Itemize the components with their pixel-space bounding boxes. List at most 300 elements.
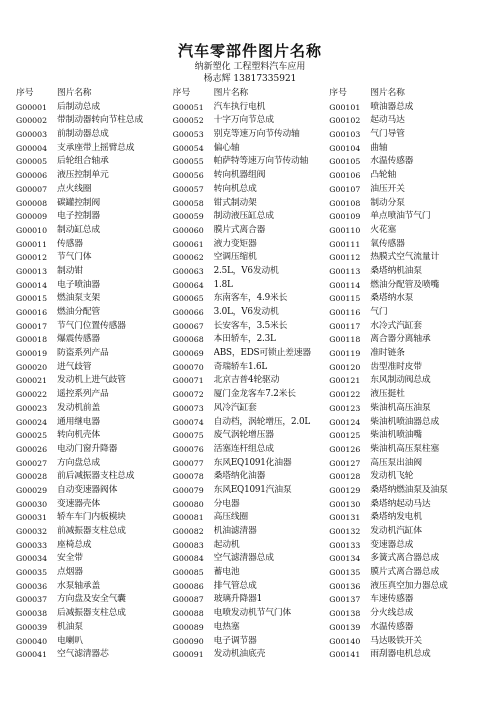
part-name: 玻璃升降器1	[213, 594, 263, 605]
part-name: 起动机	[213, 539, 240, 550]
list-item	[16, 197, 173, 211]
part-name: 点火线圈	[57, 183, 92, 194]
part-code: G00060	[172, 225, 204, 235]
part-name: 前制动器总成	[57, 129, 109, 140]
list-item	[329, 279, 486, 293]
part-name: 燃油分配管	[57, 307, 100, 317]
part-name: 节气门位置传感器	[57, 320, 126, 331]
part-name: 液压真空加力器总成	[370, 580, 448, 591]
list-item	[329, 511, 486, 525]
list-item	[173, 183, 330, 197]
list-item	[329, 470, 486, 484]
part-name: 马达吸铁开关	[370, 635, 422, 646]
list-item	[16, 292, 173, 306]
part-name: 柴油机高压油泵	[370, 402, 431, 413]
part-name: 水泵轴承盖	[57, 580, 100, 591]
part-name: 水温传感器	[370, 621, 414, 632]
list-item	[16, 155, 173, 169]
part-code: G00091	[172, 650, 204, 660]
part-name: 水温传感器	[370, 156, 414, 167]
list-item	[329, 155, 486, 169]
part-code: G00107	[329, 184, 361, 194]
part-code: G00139	[329, 622, 361, 632]
part-name: 电子喷油器	[57, 279, 100, 290]
list-item	[16, 142, 173, 156]
part-name: 桑塔纳水泵	[370, 293, 414, 304]
list-item	[329, 566, 486, 580]
part-code: G00069	[172, 349, 204, 359]
list-item	[173, 416, 330, 430]
list-item	[329, 361, 486, 375]
part-code: G00082	[172, 527, 204, 536]
part-code: G00036	[16, 581, 48, 591]
part-code: G00079	[172, 485, 204, 495]
part-name: 通用继电器	[57, 416, 100, 427]
part-name: 奇瑞轿车1.6L	[213, 361, 268, 372]
part-name: 空气滤清器总成	[213, 553, 274, 564]
part-code: G00015	[16, 294, 48, 304]
part-name: 汽车执行电机	[213, 101, 266, 112]
part-code: G00065	[172, 294, 204, 304]
part-name: 燃油泵支架	[57, 293, 100, 304]
part-code: G00076	[172, 444, 204, 454]
parts-column-3	[329, 87, 486, 662]
part-name: 东风EQ1091化油器	[213, 457, 292, 468]
list-item	[329, 648, 486, 662]
part-name: 点烟器	[57, 567, 83, 578]
part-code: G00089	[172, 622, 204, 632]
part-name: 起动马达	[370, 115, 405, 126]
part-code: G00122	[329, 390, 361, 400]
part-code: G00077	[172, 458, 204, 468]
part-code: G00081	[172, 513, 204, 523]
part-name: 高压泵出油阀	[370, 457, 422, 468]
list-item	[329, 416, 486, 430]
part-code: G00078	[172, 472, 204, 482]
list-item	[173, 128, 330, 142]
list-item	[173, 607, 330, 621]
list-item	[173, 320, 330, 334]
part-name: 活塞连杆组总成	[213, 443, 274, 454]
part-code: G00117	[329, 321, 361, 331]
list-item	[16, 457, 173, 471]
list-item	[173, 347, 330, 361]
list-item	[173, 443, 330, 457]
list-item	[329, 128, 486, 142]
part-name: 排气管总成	[213, 580, 257, 591]
part-code: G00002	[16, 116, 48, 126]
list-item	[173, 224, 330, 238]
list-item	[173, 210, 330, 224]
part-name: 车速传感器	[370, 594, 414, 605]
parts-column-2	[173, 87, 330, 662]
part-code: G00028	[16, 472, 48, 482]
list-item	[329, 142, 486, 156]
list-item	[329, 169, 486, 183]
part-code: G00132	[329, 527, 361, 536]
column-header	[329, 87, 486, 101]
list-item	[16, 128, 173, 142]
part-name: 爆震传感器	[57, 334, 100, 345]
part-code: G00128	[329, 472, 361, 482]
list-item	[329, 374, 486, 388]
part-code: G00022	[16, 390, 48, 400]
part-code: G00057	[172, 184, 204, 194]
list-item	[16, 539, 173, 553]
part-code: G00104	[329, 143, 361, 153]
part-code: G00073	[172, 403, 204, 413]
part-name: 座椅总成	[57, 539, 92, 550]
list-item	[329, 580, 486, 594]
part-name: 柴油机喷油嘴	[370, 430, 422, 441]
part-code: G00067	[172, 321, 204, 331]
part-code: G00019	[16, 349, 48, 359]
part-name: 2.5L，V6发动机	[213, 265, 279, 276]
list-item	[173, 388, 330, 402]
part-code: G00029	[16, 485, 48, 495]
part-code: G00037	[16, 595, 48, 605]
part-name: 火花塞	[370, 224, 397, 235]
list-item	[329, 621, 486, 635]
part-name: 碳罐控制阀	[57, 197, 100, 208]
part-name: 电喇叭	[57, 635, 83, 646]
part-name: 制动分泵	[370, 197, 405, 208]
list-item	[329, 552, 486, 566]
part-name: 齿型准时皮带	[370, 361, 422, 372]
list-item	[173, 169, 330, 183]
part-code: G00064	[172, 280, 204, 290]
part-name: 1.8L	[213, 279, 233, 290]
part-name: 支承座带上摇臂总成	[57, 142, 135, 153]
part-name: 桑塔纳燃油泵及油泵	[370, 484, 448, 495]
part-code: G00062	[172, 253, 204, 263]
part-code: G00126	[329, 444, 361, 454]
part-name: 进气歧管	[57, 361, 92, 372]
part-code: G00061	[172, 239, 204, 249]
part-name: 十字万向节总成	[213, 115, 274, 126]
part-code: G00031	[16, 513, 48, 523]
part-code: G00020	[16, 362, 48, 372]
part-name: 别克等速万向节传动轴	[213, 129, 300, 140]
part-name: 单点喷油节气门	[370, 211, 431, 222]
parts-list	[16, 87, 486, 662]
part-code: G00085	[172, 568, 204, 578]
part-code: G00111	[329, 239, 361, 249]
list-item	[173, 155, 330, 169]
part-code: G00005	[16, 157, 48, 167]
list-item	[173, 142, 330, 156]
list-item	[173, 251, 330, 265]
part-name: 风冷汽缸套	[213, 402, 257, 413]
part-code: G00141	[329, 650, 361, 660]
part-code: G00053	[172, 130, 204, 140]
part-name: 氧传感器	[370, 238, 405, 249]
list-item	[16, 306, 173, 320]
list-item	[16, 402, 173, 416]
list-item	[329, 429, 486, 443]
part-code: G00074	[172, 417, 204, 427]
list-item	[16, 320, 173, 334]
part-code: G00075	[172, 431, 204, 441]
part-name: 转向机壳体	[57, 430, 100, 441]
part-code: G00040	[16, 636, 48, 646]
list-item	[329, 607, 486, 621]
part-code: G00121	[329, 376, 361, 386]
part-code: G00070	[172, 362, 204, 372]
part-name: 自动变速器阀体	[57, 484, 118, 495]
list-item	[16, 251, 173, 265]
part-name: 制动钳	[57, 265, 83, 276]
header-name: 图片名称	[213, 88, 249, 98]
part-name: 电动门窗升降器	[57, 443, 118, 454]
part-code: G00025	[16, 431, 48, 441]
part-name: 前减振器支柱总成	[57, 526, 126, 536]
part-name: 3.0L，V6发动机	[213, 307, 279, 317]
list-item	[173, 635, 330, 649]
list-item	[173, 361, 330, 375]
part-code: G00071	[172, 376, 204, 386]
list-item	[173, 333, 330, 347]
part-name: 东风制动阀总成	[370, 375, 431, 386]
part-name: 膜片式离合器总成	[370, 567, 440, 578]
part-code: G00051	[172, 102, 204, 112]
part-name: 发动机汽缸体	[370, 526, 422, 536]
list-item	[173, 552, 330, 566]
list-item	[329, 183, 486, 197]
part-code: G00087	[172, 595, 204, 605]
part-name: 传感器	[57, 238, 83, 249]
list-item	[329, 333, 486, 347]
part-code: G00035	[16, 568, 48, 578]
part-code: G00088	[172, 609, 204, 619]
list-item	[173, 593, 330, 607]
part-code: G00109	[329, 212, 361, 222]
contact-line: 杨志辉 13817335921	[203, 74, 297, 84]
part-name: ABS，EDS可锁止差速器	[213, 348, 311, 359]
list-item	[16, 210, 173, 224]
part-name: 后减振器支柱总成	[57, 608, 126, 619]
list-item	[173, 101, 330, 115]
list-item	[329, 265, 486, 279]
list-item	[173, 429, 330, 443]
part-name: 发动机油底壳	[213, 649, 266, 660]
list-item	[16, 333, 173, 347]
part-name: 空调压缩机	[213, 252, 257, 263]
header-name: 图片名称	[370, 88, 405, 98]
part-name: 离合器分离轴承	[370, 334, 431, 345]
part-code: G00008	[16, 198, 48, 208]
part-name: 膜片式离合器	[213, 224, 266, 235]
list-item	[329, 525, 486, 539]
part-name: 本田轿车，2.3L	[213, 334, 276, 345]
part-code: G00021	[16, 376, 48, 386]
list-item	[329, 539, 486, 553]
part-code: G00124	[329, 417, 361, 427]
list-item	[16, 484, 173, 498]
header-name: 图片名称	[57, 88, 92, 98]
part-name: 水冷式汽缸套	[370, 320, 422, 331]
part-name: 准时链条	[370, 348, 405, 359]
part-name: 桑塔纳化油器	[213, 471, 266, 482]
part-code: G00080	[172, 499, 204, 509]
list-item	[16, 511, 173, 525]
list-item	[173, 566, 330, 580]
part-code: G00009	[16, 212, 48, 222]
part-name: 桑塔纳机油泵	[370, 265, 422, 276]
part-name: 安全带	[57, 553, 83, 564]
part-code: G00119	[329, 349, 361, 359]
list-item	[16, 635, 173, 649]
part-name: 后制动总成	[57, 101, 100, 112]
part-name: 后轮组合轴承	[57, 156, 109, 167]
list-item	[329, 498, 486, 512]
part-code: G00018	[16, 335, 48, 345]
part-code: G00039	[16, 622, 48, 632]
list-item	[16, 347, 173, 361]
header-code: 序号	[172, 88, 191, 98]
part-name: 分火线总成	[370, 608, 414, 619]
part-code: G00017	[16, 321, 48, 331]
list-item	[329, 101, 486, 115]
part-code: G00116	[329, 308, 361, 317]
part-code: G00013	[16, 266, 48, 276]
part-name: 厦门金龙客车7.2米长	[213, 389, 296, 400]
part-name: 钳式制动架	[213, 197, 257, 208]
part-name: 电子调节器	[213, 635, 257, 646]
part-name: 东风EQ1091汽油泵	[213, 484, 292, 495]
part-code: G00004	[16, 143, 48, 153]
part-code: G00027	[16, 458, 48, 468]
list-item	[16, 388, 173, 402]
part-code: G00007	[16, 184, 48, 194]
part-code: G00131	[329, 513, 361, 523]
part-name: 转向机器组阀	[213, 170, 266, 181]
part-name: 长安客车，3.5米长	[213, 320, 288, 331]
part-code: G00011	[16, 239, 48, 249]
list-item	[16, 621, 173, 635]
header-code: 序号	[329, 88, 347, 98]
part-code: G00103	[329, 130, 361, 140]
part-name: 液力变矩器	[213, 238, 257, 249]
part-code: G00032	[16, 527, 48, 536]
list-item	[173, 539, 330, 553]
part-name: 方向盘及安全气囊	[57, 594, 126, 605]
part-code: G00140	[329, 636, 361, 646]
part-code: G00125	[329, 431, 361, 441]
list-item	[329, 224, 486, 238]
list-item	[329, 238, 486, 252]
part-code: G00006	[16, 171, 48, 181]
list-item	[329, 402, 486, 416]
part-name: 发动机上进气歧管	[57, 375, 126, 386]
list-item	[16, 169, 173, 183]
part-name: 带制动器转向节柱总成	[57, 115, 143, 126]
part-name: 轿车车门内板模块	[57, 512, 126, 523]
part-name: 雨刮器电机总成	[370, 649, 431, 660]
list-item	[173, 374, 330, 388]
part-name: 空气滤清器芯	[57, 649, 109, 660]
part-code: G00123	[329, 403, 361, 413]
part-name: 油压开关	[370, 183, 405, 194]
part-code: G00134	[329, 554, 361, 564]
part-code: G00056	[172, 171, 204, 181]
part-code: G00030	[16, 499, 48, 509]
part-code: G00137	[329, 595, 361, 605]
part-code: G00133	[329, 540, 361, 550]
list-item	[173, 279, 330, 293]
part-code: G00038	[16, 609, 48, 619]
list-item	[173, 470, 330, 484]
list-item	[329, 388, 486, 402]
column-header	[16, 87, 173, 101]
part-name: 电喷发动机节气门体	[213, 608, 292, 619]
part-name: 变速器壳体	[57, 498, 100, 509]
header-code: 序号	[16, 88, 34, 98]
list-item	[16, 238, 173, 252]
part-name: 制动液压缸总成	[213, 211, 274, 222]
list-item	[329, 635, 486, 649]
part-code: G00090	[172, 636, 204, 646]
part-code: G00016	[16, 308, 48, 317]
list-item	[16, 429, 173, 443]
part-code: G00135	[329, 568, 361, 578]
part-name: 发动机前盖	[57, 402, 100, 413]
list-item	[329, 251, 486, 265]
part-code: G00136	[329, 581, 361, 591]
part-name: 自动档，涡轮增压，2.0L	[213, 416, 311, 427]
list-item	[173, 114, 330, 128]
list-item	[173, 484, 330, 498]
part-code: G00068	[172, 335, 204, 345]
part-name: 蓄电池	[213, 567, 240, 578]
part-code: G00026	[16, 444, 48, 454]
part-code: G00130	[329, 499, 361, 509]
part-name: 液压控制单元	[57, 170, 109, 181]
part-name: 机油泵	[57, 621, 83, 632]
list-item	[16, 566, 173, 580]
list-item	[16, 361, 173, 375]
part-name: 桑塔纳发电机	[370, 512, 422, 523]
part-name: 柴油机高压泵柱塞	[370, 443, 440, 454]
list-item	[16, 648, 173, 662]
list-item	[329, 484, 486, 498]
list-item	[16, 183, 173, 197]
part-name: 制动缸总成	[57, 224, 100, 235]
part-code: G00118	[329, 335, 361, 345]
part-name: 节气门体	[57, 252, 92, 263]
list-item	[329, 593, 486, 607]
part-name: 遥控系列产品	[57, 389, 109, 400]
part-code: G00052	[172, 116, 204, 126]
part-code: G00108	[329, 198, 361, 208]
part-name: 液压挺杜	[370, 389, 405, 400]
list-item	[16, 443, 173, 457]
parts-column-1	[16, 87, 173, 662]
part-code: G00003	[16, 130, 48, 140]
part-code: G00106	[329, 171, 361, 181]
part-code: G00115	[329, 294, 361, 304]
list-item	[16, 224, 173, 238]
part-name: 高压线圈	[213, 512, 249, 523]
part-code: G00010	[16, 225, 48, 235]
list-item	[173, 306, 330, 320]
list-item	[329, 457, 486, 471]
part-name: 柴油机喷油器总成	[370, 416, 440, 427]
part-name: 机油滤清器	[213, 526, 257, 536]
list-item	[173, 580, 330, 594]
part-name: 帕萨特等速万向节传动轴	[213, 156, 309, 167]
part-name: 前后减振器支柱总成	[57, 471, 135, 482]
